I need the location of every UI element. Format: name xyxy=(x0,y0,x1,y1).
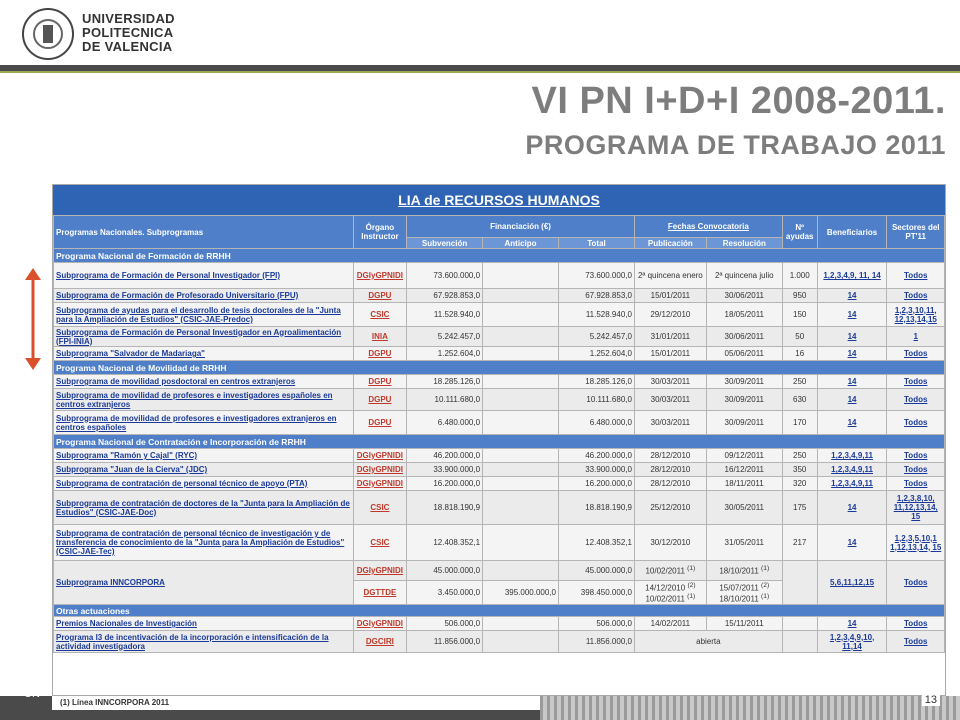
table-row xyxy=(54,561,945,581)
total-cell: 10.111.680,0 xyxy=(559,389,635,411)
subprogram-link[interactable]: Subprograma de movilidad de profesores e investigadores extranjeros en centros españoles xyxy=(56,413,337,432)
organo-link-cell xyxy=(353,561,406,581)
sectores-link-cell xyxy=(887,411,945,435)
beneficiarios-link[interactable]: 14 xyxy=(847,377,857,386)
beneficiarios-link-cell xyxy=(817,263,887,289)
subprogram-link[interactable]: Subprograma INNCORPORA xyxy=(56,578,165,587)
sectores-link[interactable]: Todos xyxy=(904,578,928,587)
beneficiarios-link[interactable]: 14 xyxy=(847,332,857,341)
table-row xyxy=(54,477,945,491)
sectores-link-cell xyxy=(887,477,945,491)
publicacion-cell: 14/02/2011 xyxy=(634,617,706,631)
organo-link[interactable]: DGTTDE xyxy=(363,588,397,597)
beneficiarios-link-cell xyxy=(817,411,887,435)
beneficiarios-link-cell xyxy=(817,463,887,477)
publicacion-cell: 30/03/2011 xyxy=(634,411,706,435)
anticipo-cell xyxy=(483,477,559,491)
ayudas-cell: 250 xyxy=(782,375,817,389)
fechas-cell: abierta xyxy=(634,631,782,653)
anticipo-cell xyxy=(483,561,559,581)
publicacion-cell: 30/12/2010 xyxy=(634,525,706,561)
publicacion-cell: 28/12/2010 xyxy=(634,463,706,477)
header-financiacion: Financiación (€) xyxy=(407,216,635,238)
rrhh-table-panel xyxy=(52,184,946,696)
anticipo-cell xyxy=(483,525,559,561)
subvencion-cell: 16.200.000,0 xyxy=(407,477,483,491)
section-title: Otras actuaciones xyxy=(54,605,945,617)
sectores-link-cell xyxy=(887,347,945,361)
anticipo-cell xyxy=(483,631,559,653)
ayudas-cell xyxy=(782,631,817,653)
organo-link-cell xyxy=(353,525,406,561)
sectores-link[interactable]: 1,2,3,5,10,1 1,12,13,14, 15 xyxy=(890,533,942,552)
subprogram-link[interactable]: Subprograma de movilidad de profesores e investigadores españoles en centros extranjeros xyxy=(56,390,333,409)
subprogram-link[interactable]: Subprograma de ayudas para el desarrollo de tesis doctorales de la "Junta para la Ampliación de Estudios" (CSIC-JAE-Predoc) xyxy=(56,305,341,324)
organo-link[interactable]: DGPU xyxy=(368,395,392,404)
total-cell: 12.408.352,1 xyxy=(559,525,635,561)
beneficiarios-link-cell xyxy=(817,491,887,525)
beneficiarios-link[interactable]: 14 xyxy=(847,619,857,628)
total-cell: 11.528.940,0 xyxy=(559,303,635,327)
organo-link-cell xyxy=(353,375,406,389)
footnote-mark: (1) xyxy=(761,565,770,573)
publicacion-value: 10/02/2011 xyxy=(645,594,685,604)
sectores-link[interactable]: Todos xyxy=(904,418,928,427)
page-title: VI PN I+D+I 2008-2011. xyxy=(531,80,946,122)
beneficiarios-link-cell xyxy=(817,525,887,561)
organo-link[interactable]: DGIyGPNIDI xyxy=(356,566,404,575)
organo-link[interactable]: CSIC xyxy=(370,310,390,319)
organo-link-cell xyxy=(353,327,406,347)
subprogram-cell xyxy=(54,389,354,411)
fechas-link[interactable]: Fechas Convocatoria xyxy=(667,222,749,231)
table-title: LIA de RECURSOS HUMANOS xyxy=(53,185,945,215)
resolucion-cell: 30/06/2011 xyxy=(706,327,782,347)
header-beneficiarios: Beneficiarios xyxy=(817,216,887,249)
total-cell: 16.200.000,0 xyxy=(559,477,635,491)
sectores-link-cell xyxy=(887,389,945,411)
subvencion-cell: 11.856.000,0 xyxy=(407,631,483,653)
anticipo-cell xyxy=(483,289,559,303)
publicacion-cell: 28/12/2010 xyxy=(634,477,706,491)
table-row xyxy=(54,449,945,463)
organo-link[interactable]: DGIyGPNIDI xyxy=(356,451,404,460)
section-row xyxy=(54,435,945,449)
organo-link[interactable]: DGIyGPNIDI xyxy=(356,479,404,488)
sectores-link[interactable]: Todos xyxy=(904,479,928,488)
beneficiarios-link[interactable]: 14 xyxy=(847,349,857,358)
anticipo-cell xyxy=(483,463,559,477)
header-publicacion: Publicación xyxy=(634,238,706,249)
anticipo-cell xyxy=(483,449,559,463)
resolucion-cell xyxy=(706,581,782,605)
table-row xyxy=(54,525,945,561)
total-cell: 1.252.604,0 xyxy=(559,347,635,361)
subprogram-link[interactable]: Subprograma de Formación de Personal Investigador (FPI) xyxy=(56,271,281,280)
sectores-link-cell xyxy=(887,289,945,303)
total-cell: 11.856.000,0 xyxy=(559,631,635,653)
organo-link[interactable]: DGIyGPNIDI xyxy=(356,465,404,474)
total-cell: 46.200.000,0 xyxy=(559,449,635,463)
beneficiarios-link[interactable]: 14 xyxy=(847,418,857,427)
header-organo: Órgano Instructor xyxy=(353,216,406,249)
anticipo-cell xyxy=(483,375,559,389)
header-fechas[interactable] xyxy=(634,216,782,238)
table-row xyxy=(54,303,945,327)
table-row xyxy=(54,327,945,347)
organo-link[interactable]: DGIyGPNIDI xyxy=(356,619,404,628)
ayudas-cell: 16 xyxy=(782,347,817,361)
total-cell: 45.000.000,0 xyxy=(559,561,635,581)
total-cell: 67.928.853,0 xyxy=(559,289,635,303)
organo-link-cell xyxy=(353,581,406,605)
organo-link-cell xyxy=(353,449,406,463)
publicacion-cell: 25/12/2010 xyxy=(634,491,706,525)
beneficiarios-link[interactable]: 5,6,11,12,15 xyxy=(830,578,875,587)
ayudas-cell: 150 xyxy=(782,303,817,327)
subprogram-link[interactable]: Premios Nacionales de Investigación xyxy=(56,619,197,628)
organo-link[interactable]: INIA xyxy=(371,332,388,341)
ayudas-cell xyxy=(782,617,817,631)
anticipo-cell xyxy=(483,263,559,289)
ayudas-cell: 630 xyxy=(782,389,817,411)
ayudas-cell: 1.000 xyxy=(782,263,817,289)
sectores-link-cell xyxy=(887,617,945,631)
organo-link-cell xyxy=(353,617,406,631)
sectores-link[interactable]: Todos xyxy=(904,271,928,280)
subprogram-link[interactable]: Subprograma de Formación de Personal Investigador en Agroalimentación (FPI-INIA) xyxy=(56,327,342,346)
publicacion-cell: 2ª quincena enero xyxy=(634,263,706,289)
organo-link-cell xyxy=(353,263,406,289)
section-title: Programa Nacional de Formación de RRHH xyxy=(54,249,945,263)
header-anticipo: Anticipo xyxy=(483,238,559,249)
total-cell: 18.818.190,9 xyxy=(559,491,635,525)
subprogram-cell xyxy=(54,491,354,525)
beneficiarios-link[interactable]: 14 xyxy=(847,503,857,512)
subvencion-cell: 1.252.604,0 xyxy=(407,347,483,361)
header-sectores: Sectores del PT'11 xyxy=(887,216,945,249)
university-name xyxy=(82,12,192,54)
beneficiarios-link-cell xyxy=(817,375,887,389)
subprogram-link[interactable]: Subprograma "Salvador de Madariaga" xyxy=(56,349,205,358)
publicacion-cell: 30/03/2011 xyxy=(634,375,706,389)
subprogram-cell xyxy=(54,327,354,347)
beneficiarios-link-cell xyxy=(817,289,887,303)
subprogram-link[interactable]: Subprograma de contratación de doctores de la "Junta para la Ampliación de Estudios" (CSIC-JAE-Doc) xyxy=(56,498,350,517)
sectores-link[interactable]: 1 xyxy=(913,332,918,341)
subprogram-cell xyxy=(54,617,354,631)
sectores-link[interactable]: Todos xyxy=(904,349,928,358)
publicacion-cell: 31/01/2011 xyxy=(634,327,706,347)
total-cell: 5.242.457,0 xyxy=(559,327,635,347)
sectores-link-cell xyxy=(887,303,945,327)
resolucion-cell: 30/09/2011 xyxy=(706,389,782,411)
beneficiarios-link[interactable]: 1,2,3,4,9,11 xyxy=(831,451,873,460)
anticipo-cell xyxy=(483,327,559,347)
anticipo-cell xyxy=(483,389,559,411)
subprogram-cell xyxy=(54,375,354,389)
subprogram-cell xyxy=(54,463,354,477)
double-arrow-icon xyxy=(22,268,44,370)
anticipo-cell xyxy=(483,347,559,361)
sectores-link[interactable]: 1,2,3,8,10, 11,12,13,14, 15 xyxy=(893,494,938,521)
subvencion-cell: 46.200.000,0 xyxy=(407,449,483,463)
publicacion-value: 10/02/2011 xyxy=(645,566,685,576)
ayudas-cell: 250 xyxy=(782,449,817,463)
beneficiarios-link[interactable]: 14 xyxy=(847,538,857,547)
resolucion-cell: 2ª quincena julio xyxy=(706,263,782,289)
ayudas-cell: 217 xyxy=(782,525,817,561)
subprogram-link[interactable]: Subprograma de contratación de personal técnico de apoyo (PTA) xyxy=(56,479,308,488)
anticipo-cell xyxy=(483,617,559,631)
beneficiarios-link[interactable]: 1,2,3,4,9,10, 11,14 xyxy=(829,632,875,651)
university-logo xyxy=(22,8,182,64)
subprogram-cell xyxy=(54,263,354,289)
table-row xyxy=(54,463,945,477)
organo-link-cell xyxy=(353,631,406,653)
beneficiarios-link-cell xyxy=(817,449,887,463)
resolucion-cell: 09/12/2011 xyxy=(706,449,782,463)
organo-link[interactable]: DGPU xyxy=(368,418,392,427)
section-title: Programa Nacional de Contratación e Incorporación de RRHH xyxy=(54,435,945,449)
sectores-link-cell xyxy=(887,327,945,347)
table-row xyxy=(54,375,945,389)
header-programas: Programas Nacionales. Subprogramas xyxy=(54,216,354,249)
subvencion-cell: 6.480.000,0 xyxy=(407,411,483,435)
table-row xyxy=(54,617,945,631)
subprogram-link[interactable]: Subprograma "Juan de la Cierva" (JDC) xyxy=(56,465,208,474)
univ-line-3: DE VALENCIA xyxy=(82,39,173,54)
sectores-link[interactable]: Todos xyxy=(904,291,928,300)
sectores-link[interactable]: Todos xyxy=(904,619,928,628)
ayudas-cell xyxy=(782,561,817,605)
resolucion-cell: 05/06/2011 xyxy=(706,347,782,361)
rrhh-table xyxy=(53,215,945,653)
beneficiarios-link-cell xyxy=(817,347,887,361)
total-cell: 506.000,0 xyxy=(559,617,635,631)
subprogram-cell xyxy=(54,631,354,653)
section-row xyxy=(54,249,945,263)
footnote-mark: (1) xyxy=(687,565,696,573)
beneficiarios-link-cell xyxy=(817,561,887,605)
subvencion-cell: 5.242.457,0 xyxy=(407,327,483,347)
anticipo-cell xyxy=(483,411,559,435)
beneficiarios-link-cell xyxy=(817,303,887,327)
beneficiarios-link[interactable]: 14 xyxy=(847,310,857,319)
organo-link[interactable]: CSIC xyxy=(370,503,390,512)
total-cell: 6.480.000,0 xyxy=(559,411,635,435)
subprogram-cell xyxy=(54,525,354,561)
subvencion-cell: 3.450.000,0 xyxy=(407,581,483,605)
subvencion-cell: 73.600.000,0 xyxy=(407,263,483,289)
subprogram-cell xyxy=(54,289,354,303)
resolucion-cell: 18/11/2011 xyxy=(706,477,782,491)
beneficiarios-link-cell xyxy=(817,617,887,631)
subprogram-cell xyxy=(54,449,354,463)
ayudas-cell: 350 xyxy=(782,463,817,477)
resolucion-value: 15/07/2011 xyxy=(719,583,759,593)
table-row xyxy=(54,263,945,289)
ayudas-cell: 175 xyxy=(782,491,817,525)
resolucion-cell xyxy=(706,561,782,581)
total-cell: 33.900.000,0 xyxy=(559,463,635,477)
resolucion-cell: 15/11/2011 xyxy=(706,617,782,631)
section-row xyxy=(54,605,945,617)
subvencion-cell: 18.818.190,9 xyxy=(407,491,483,525)
table-row xyxy=(54,389,945,411)
anticipo-cell: 395.000.000,0 xyxy=(483,581,559,605)
beneficiarios-link-cell xyxy=(817,631,887,653)
subprogram-link[interactable]: Subprograma "Ramón y Cajal" (RYC) xyxy=(56,451,198,460)
anticipo-cell xyxy=(483,491,559,525)
footnote-mark: (1) xyxy=(687,592,696,600)
subprogram-link[interactable]: Subprograma de movilidad posdoctoral en centros extranjeros xyxy=(56,377,296,386)
beneficiarios-link[interactable]: 14 xyxy=(847,291,857,300)
organo-link-cell xyxy=(353,477,406,491)
sectores-link-cell xyxy=(887,449,945,463)
sectores-link[interactable]: Todos xyxy=(904,377,928,386)
publicacion-cell xyxy=(634,581,706,605)
subvencion-cell: 67.928.853,0 xyxy=(407,289,483,303)
subvencion-cell: 11.528.940,0 xyxy=(407,303,483,327)
subvencion-cell: 18.285.126,0 xyxy=(407,375,483,389)
organo-link-cell xyxy=(353,389,406,411)
publicacion-cell: 28/12/2010 xyxy=(634,449,706,463)
beneficiarios-link-cell xyxy=(817,327,887,347)
organo-link[interactable]: DGPU xyxy=(368,291,392,300)
header-resolucion: Resolución xyxy=(706,238,782,249)
organo-link[interactable]: DGCIRI xyxy=(365,637,394,646)
sectores-link-cell xyxy=(887,463,945,477)
beneficiarios-link-cell xyxy=(817,477,887,491)
subprogram-cell xyxy=(54,303,354,327)
total-cell: 398.450.000,0 xyxy=(559,581,635,605)
beneficiarios-link-cell xyxy=(817,389,887,411)
organo-link-cell xyxy=(353,303,406,327)
organo-link-cell xyxy=(353,463,406,477)
sectores-link-cell xyxy=(887,375,945,389)
subprogram-cell xyxy=(54,561,354,605)
resolucion-value: 18/10/2011 xyxy=(719,566,759,576)
subvencion-cell: 10.111.680,0 xyxy=(407,389,483,411)
table-row xyxy=(54,347,945,361)
resolucion-cell: 30/09/2011 xyxy=(706,411,782,435)
anticipo-cell xyxy=(483,303,559,327)
ayudas-cell: 50 xyxy=(782,327,817,347)
sectores-link[interactable]: Todos xyxy=(904,395,928,404)
organo-link-cell xyxy=(353,347,406,361)
sectores-link-cell xyxy=(887,631,945,653)
subprogram-cell xyxy=(54,411,354,435)
subvencion-cell: 506.000,0 xyxy=(407,617,483,631)
footnote-mark: (2) xyxy=(687,581,696,589)
subprogram-link[interactable]: Programa I3 de incentivación de la incorporación e intensificación de la actividad investigadora xyxy=(56,632,329,651)
header-total: Total xyxy=(559,238,635,249)
univ-line-1: UNIVERSIDAD xyxy=(82,11,175,26)
resolucion-cell: 30/06/2011 xyxy=(706,289,782,303)
publicacion-cell: 15/01/2011 xyxy=(634,347,706,361)
page-subtitle: PROGRAMA DE TRABAJO 2011 xyxy=(525,130,946,160)
sectores-link-cell xyxy=(887,561,945,605)
footer-note: (1) Línea INNCORPORA 2011 xyxy=(52,696,540,710)
organo-link-cell xyxy=(353,491,406,525)
total-cell: 73.600.000,0 xyxy=(559,263,635,289)
footnote-mark: (1) xyxy=(761,592,770,600)
subvencion-cell: 12.408.352,1 xyxy=(407,525,483,561)
section-title: Programa Nacional de Movilidad de RRHH xyxy=(54,361,945,375)
total-cell: 18.285.126,0 xyxy=(559,375,635,389)
table-row xyxy=(54,631,945,653)
subvencion-cell: 33.900.000,0 xyxy=(407,463,483,477)
ayudas-cell: 320 xyxy=(782,477,817,491)
subprogram-link[interactable]: Subprograma de contratación de personal técnico de investigación y de transferencia de conocimiento de la "Junta para la Ampliación de Estudios" (CSIC-JAE-Tec) xyxy=(56,529,345,556)
beneficiarios-link[interactable]: 1,2,3,4,9,11 xyxy=(831,479,873,488)
header-ayudas: Nº ayudas xyxy=(782,216,817,249)
univ-line-2: POLITECNICA xyxy=(82,25,174,40)
footer-text: UN xyxy=(24,688,40,700)
organo-link-cell xyxy=(353,411,406,435)
publicacion-cell: 15/01/2011 xyxy=(634,289,706,303)
organo-link[interactable]: DGPU xyxy=(368,349,392,358)
resolucion-cell: 31/05/2011 xyxy=(706,525,782,561)
publicacion-cell: 29/12/2010 xyxy=(634,303,706,327)
ayudas-cell: 950 xyxy=(782,289,817,303)
sectores-link-cell xyxy=(887,525,945,561)
header-subvencion: Subvención xyxy=(407,238,483,249)
section-row xyxy=(54,361,945,375)
footnote-mark: (2) xyxy=(761,581,770,589)
resolucion-cell: 16/12/2011 xyxy=(706,463,782,477)
sectores-link[interactable]: Todos xyxy=(904,637,928,646)
ayudas-cell: 170 xyxy=(782,411,817,435)
organo-link[interactable]: DGIyGPNIDI xyxy=(356,271,404,280)
organo-link[interactable]: CSIC xyxy=(370,538,390,547)
sectores-link[interactable]: Todos xyxy=(904,465,928,474)
beneficiarios-link[interactable]: 14 xyxy=(847,395,857,404)
beneficiarios-link[interactable]: 1,2,3,4,9,11 xyxy=(831,465,873,474)
publicacion-value: 14/12/2010 xyxy=(645,583,686,593)
subprogram-cell xyxy=(54,477,354,491)
publicacion-cell xyxy=(634,561,706,581)
subvencion-cell: 45.000.000,0 xyxy=(407,561,483,581)
table-row xyxy=(54,411,945,435)
resolucion-cell: 30/05/2011 xyxy=(706,491,782,525)
sectores-link-cell xyxy=(887,263,945,289)
sectores-link-cell xyxy=(887,491,945,525)
beneficiarios-link[interactable]: 1,2,3,4,9, 11, 14 xyxy=(823,271,881,280)
seal-icon xyxy=(22,8,74,60)
table-row xyxy=(54,289,945,303)
sectores-link[interactable]: 1,2,3,10,11, 12,13,14,15 xyxy=(894,305,937,324)
organo-link-cell xyxy=(353,289,406,303)
sectores-link[interactable]: Todos xyxy=(904,451,928,460)
header-accent-line xyxy=(0,71,960,73)
subprogram-link[interactable]: Subprograma de Formación de Profesorado Universitario (FPU) xyxy=(56,291,299,300)
resolucion-value: 18/10/2011 xyxy=(719,594,759,604)
page-number: 13 xyxy=(922,694,940,706)
publicacion-cell: 30/03/2011 xyxy=(634,389,706,411)
footer-image xyxy=(540,696,960,720)
table-row xyxy=(54,491,945,525)
organo-link[interactable]: DGPU xyxy=(368,377,392,386)
subprogram-cell xyxy=(54,347,354,361)
resolucion-cell: 18/05/2011 xyxy=(706,303,782,327)
resolucion-cell: 30/09/2011 xyxy=(706,375,782,389)
